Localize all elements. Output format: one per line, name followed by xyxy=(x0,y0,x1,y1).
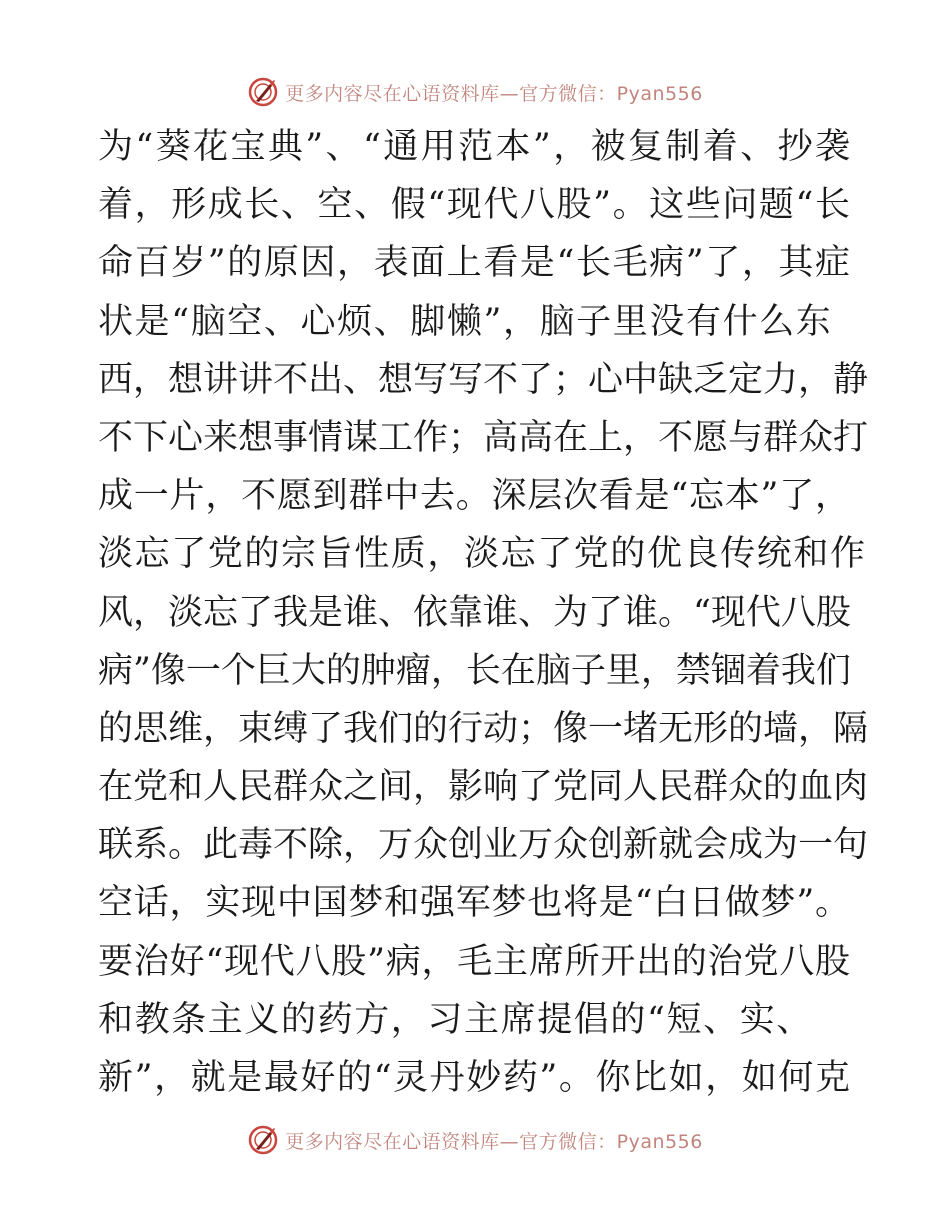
text-line: 的思维，束缚了我们的行动；像一堵无形的墙，隔 xyxy=(98,708,869,749)
header-watermark-text: 更多内容尽在心语资料库—官方微信：Pyan556 xyxy=(285,82,703,105)
text-line: 为“葵花宝典”、“通用范本”，被复制着、抄袭 xyxy=(98,127,850,167)
document-paragraph xyxy=(98,118,869,1107)
footer-watermark-text: 更多内容尽在心语资料库—官方微信：Pyan556 xyxy=(285,1130,703,1153)
text-line: 状是“脑空、心烦、脚懒”，脑子里没有什么东 xyxy=(98,301,833,342)
text-line: 着，形成长、空、假“现代八股”。这些问题“长 xyxy=(98,185,850,226)
text-line: 在党和人民群众之间，影响了党同人民群众的血肉 xyxy=(98,767,869,808)
text-line: 和教条主义的药方，习主席提倡的“短、实、 xyxy=(98,999,813,1040)
text-line: 要治好“现代八股”病，毛主席所开出的治党八股 xyxy=(98,941,850,982)
text-line: 命百岁”的原因，表面上看是“长毛病”了，其症 xyxy=(98,243,850,284)
text-line: 西，想讲讲不出、想写写不了；心中缺乏定力，静 xyxy=(98,359,869,400)
footer-watermark-banner xyxy=(0,1120,950,1160)
text-line: 病”像一个巨大的肿瘤，长在脑子里，禁锢着我们 xyxy=(98,650,851,691)
text-line: 成一片，不愿到群中去。深层次看是“忘本”了， xyxy=(98,476,850,517)
text-line: 联系。此毒不除，万众创业万众创新就会成为一句 xyxy=(98,825,869,866)
text-line: 不下心来想事情谋工作；高高在上，不愿与群众打 xyxy=(98,417,869,458)
text-line: 风，淡忘了我是谁、依靠谁、为了谁。“现代八股 xyxy=(98,592,851,633)
text-line: 空话，实现中国梦和强军梦也将是“白日做梦”。 xyxy=(98,883,850,924)
header-watermark-banner xyxy=(0,72,950,112)
quill-seal-icon xyxy=(247,1124,279,1156)
text-line: 新”，就是最好的“灵丹妙药”。你比如，如何克 xyxy=(98,1058,850,1098)
quill-seal-icon xyxy=(247,76,279,108)
text-line: 淡忘了党的宗旨性质，淡忘了党的优良传统和作 xyxy=(98,534,867,575)
